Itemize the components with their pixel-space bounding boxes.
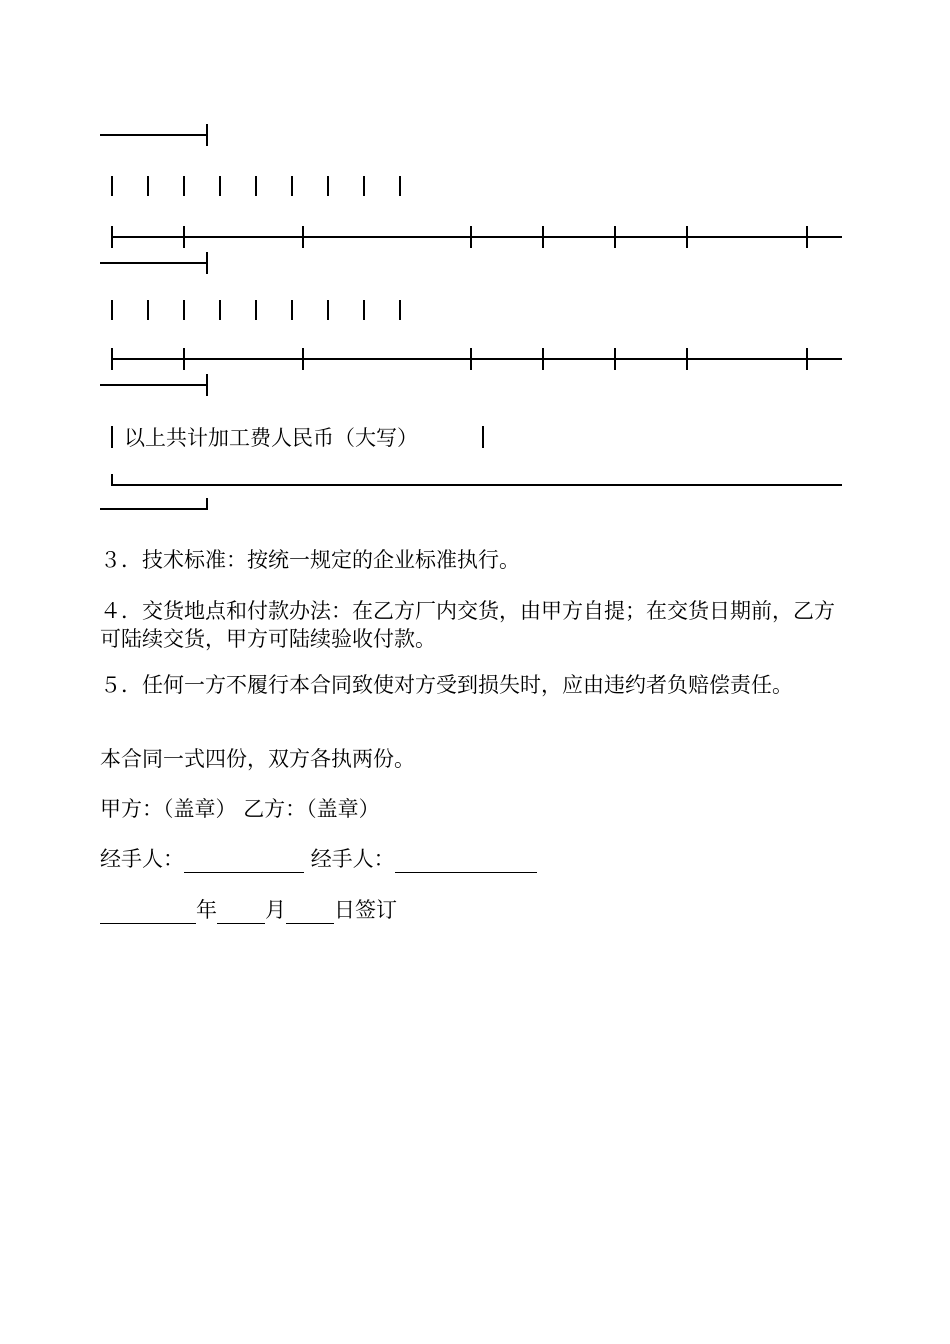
table-rule (206, 124, 208, 146)
table-rule (111, 236, 842, 238)
cell-border (686, 348, 688, 370)
clause-number: ３． (100, 548, 142, 572)
cell-border (291, 300, 293, 320)
cell-border (806, 226, 808, 248)
cell-border (291, 176, 293, 196)
cell-border (470, 226, 472, 248)
cell-border (255, 300, 257, 320)
cell-border (614, 226, 616, 248)
cell-border (206, 498, 208, 510)
clause-text: 技术标准：按统一规定的企业标准执行。 (142, 548, 520, 572)
cell-border (219, 176, 221, 196)
cell-border (147, 300, 149, 320)
cell-border (183, 226, 185, 248)
table-rule (100, 134, 208, 136)
cell-border (206, 252, 208, 274)
table-rule (111, 484, 842, 486)
handler-a-label: 经手人： (100, 847, 184, 871)
cell-border (183, 300, 185, 320)
cell-border (255, 176, 257, 196)
cell-border (482, 426, 484, 448)
month-blank[interactable] (217, 901, 265, 924)
clause-number: ４． (100, 599, 142, 623)
cell-border (363, 300, 365, 320)
clause-5 (100, 671, 850, 699)
copies-note: 本合同一式四份，双方各执两份。 (100, 747, 415, 771)
clause-4 (100, 597, 850, 653)
cell-border (111, 300, 113, 320)
cell-border (219, 300, 221, 320)
cell-border (542, 348, 544, 370)
cell-border (111, 348, 113, 370)
cell-border (542, 226, 544, 248)
cell-border (111, 176, 113, 196)
cell-border (302, 348, 304, 370)
cell-border (686, 226, 688, 248)
day-label: 日签订 (334, 898, 397, 922)
cell-border (111, 226, 113, 248)
clause-text: 交货地点和付款办法：在乙方厂内交货，由甲方自提；在交货日期前，乙方可陆续交货，甲方可陆续验收付款。 (100, 599, 835, 651)
cell-border (183, 348, 185, 370)
cell-border (470, 348, 472, 370)
month-label: 月 (265, 898, 286, 922)
cell-border (399, 300, 401, 320)
clause-3 (100, 546, 860, 574)
signing-date (100, 896, 860, 924)
cell-border (327, 176, 329, 196)
table-rule (111, 358, 842, 360)
day-blank[interactable] (286, 901, 334, 924)
handler-a-blank[interactable] (184, 850, 304, 873)
table-rule (100, 384, 208, 386)
total-amount-label: 以上共计加工费人民币（大写） (124, 426, 418, 450)
party-a-label: 甲方：（盖章） (100, 797, 237, 821)
cell-border (363, 176, 365, 196)
cell-border (183, 176, 185, 196)
handler-b-label: 经手人： (310, 847, 395, 871)
year-blank[interactable] (100, 901, 196, 924)
handler-line (100, 845, 860, 873)
cell-border (806, 348, 808, 370)
table-rule (100, 262, 208, 264)
clause-text: 任何一方不履行本合同致使对方受到损失时，应由违约者负赔偿责任。 (142, 673, 793, 697)
table-rule (100, 508, 208, 510)
cell-border (206, 374, 208, 396)
year-label: 年 (196, 898, 217, 922)
cell-border (111, 426, 113, 448)
party-stamps (100, 795, 860, 823)
cell-border (327, 300, 329, 320)
cell-border (614, 348, 616, 370)
party-b-label: 乙方：（盖章） (243, 797, 380, 821)
cell-border (302, 226, 304, 248)
handler-b-blank[interactable] (395, 850, 537, 873)
clause-number: ５． (100, 673, 142, 697)
cell-border (147, 176, 149, 196)
cell-border (399, 176, 401, 196)
